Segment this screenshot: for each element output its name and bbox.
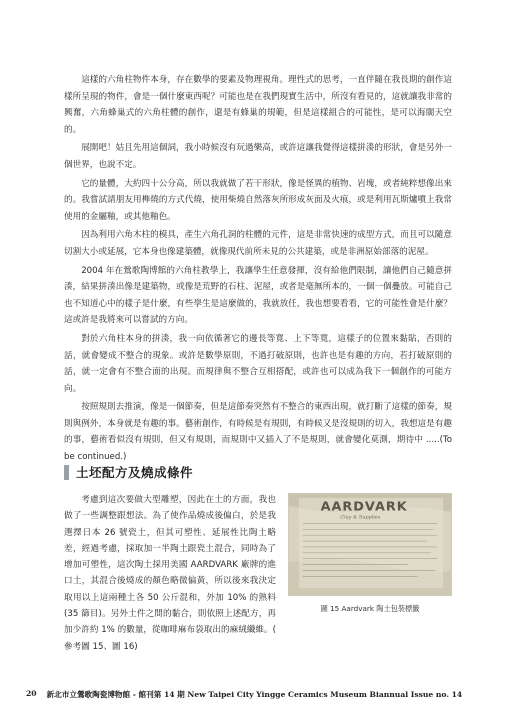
article-body <box>64 72 452 468</box>
section-heading <box>64 464 452 480</box>
clay-bag-label-photo <box>289 494 451 595</box>
lower-paragraph: 考慮到這次要做大型雕塑，因此在土的方面，我也做了一些調整跟想法。為了使作品燒成後偏白，於是我選擇日本 26 號瓷土，但其可塑性、延展性比陶土略差，經過考慮，採取加一半陶土跟瓷土混合，同時為了增加可塑性，這次陶土採用美國 AARDVARK 廠牌的進口土，其混合後燒成的顏色略微偏黃，所以後來我決定取用以上這兩種土各 50 公斤混和，外加 10% 的熟料 (35 篩目)。另外土件之間的黏合，則依照上述配方，再加少許約 1% 的數量，從咖啡麻布袋取出的麻絨纖維。( 參考圖 15、圖 16) <box>64 495 276 652</box>
publication-name: 新北市立鶯歌陶瓷博物館 - 館刊第 14 期 New Taipei City Yingge Ceramics Museum Biannual Issue no. 14 <box>46 690 463 699</box>
page-footer <box>26 689 486 700</box>
body-paragraph: 這樣的六角柱物件本身，存在數學的要素及物理視角。理性式的思考，一直伴隨在我長期的創作這樣所呈現的物件，會是一個什麼東西呢？可能也是在我們現實生活中，所沒有看見的，這就讓我非常的興奮，六角蜂巢式的六角柱體的創作，還是有蜂巢的規範，但是這樣組合的可能性，是可以海闊天空的。 <box>64 75 452 135</box>
figure-15-photo <box>288 493 452 596</box>
bag-subtitle-text: Clay & Supplies <box>340 514 381 521</box>
lower-text-column <box>64 492 276 657</box>
body-paragraph: 因為利用六角木柱的模具，產生六角孔洞的柱體的元件，這是非常快速的成型方式，而且可以隨意切割大小或延展，它本身也像建築體，就像現代前所未見的公共建築，或是非洲原始部落的泥屋。 <box>64 230 452 257</box>
body-paragraph: 按照規則去推演，像是一個節奏，但是這節奏突然有不整合的東西出現，就打斷了這樣的節奏，規則與例外，本身就是有趣的事。藝術創作，有時候是有規則，有時候又是沒規則的切入，我想這是有趣的事，藝術看似沒有規則，但又有規則，而規則中又插入了不是規則，就會變化莫測，期待中 .....(To be continued.) <box>64 402 452 463</box>
body-paragraph: 對於六角柱本身的拼湊，我一向依循著它的邊長等寬、上下等寬，這樣子的位置來黏貼，否則的話，就會變成不整合的現象。或許是數學原則，不過打破原則，也許也是有趣的方向，若打破原則的話，就一定會有不整合面的出現。而規律與不整合互相搭配，或許也可以成為我下一個創作的可能方向。 <box>64 333 452 394</box>
body-paragraph: 2004 年在鶯歌陶博館的六角柱教學上，我讓學生任意發揮，沒有給他們限制，讓他們自己隨意拼湊，結果拼湊出像是建築物，或像是荒野的石柱、泥屋，或者是毫無所本的，一個一個疊放。可能自己也不知道心中的樣子是什麼，有些學生是這麼做的，我就放任，我也想要看看，它的可能性會是什麼？這或許是我將來可以嘗試的方向。 <box>64 265 452 326</box>
figure-caption: 圖 15 Aardvark 陶土包裝標籤 <box>320 604 420 613</box>
body-paragraph: 它的量體，大約四十公分高，所以我就做了若干形狀，像是怪異的植物、岩塊，或者純粹想像出來的。我嘗試請朋友用榫燒的方式代燒，使用柴燒自然落灰所形成灰面及火痕，或是利用瓦斯爐噴上我常使用的金屬釉，或其他釉色。 <box>64 178 452 222</box>
section-title: 土坯配方及燒成條件 <box>76 465 194 480</box>
page-number: 20 <box>26 689 37 698</box>
section-marker <box>64 465 69 480</box>
body-paragraph: 展開吧！姑且先用這個詞，我小時候沒有玩過樂高，或許這讓我覺得這樣拼湊的形狀，會是另外一個世界，也說不定。 <box>64 143 452 170</box>
bag-brand-text: AARDVARK <box>320 499 408 515</box>
